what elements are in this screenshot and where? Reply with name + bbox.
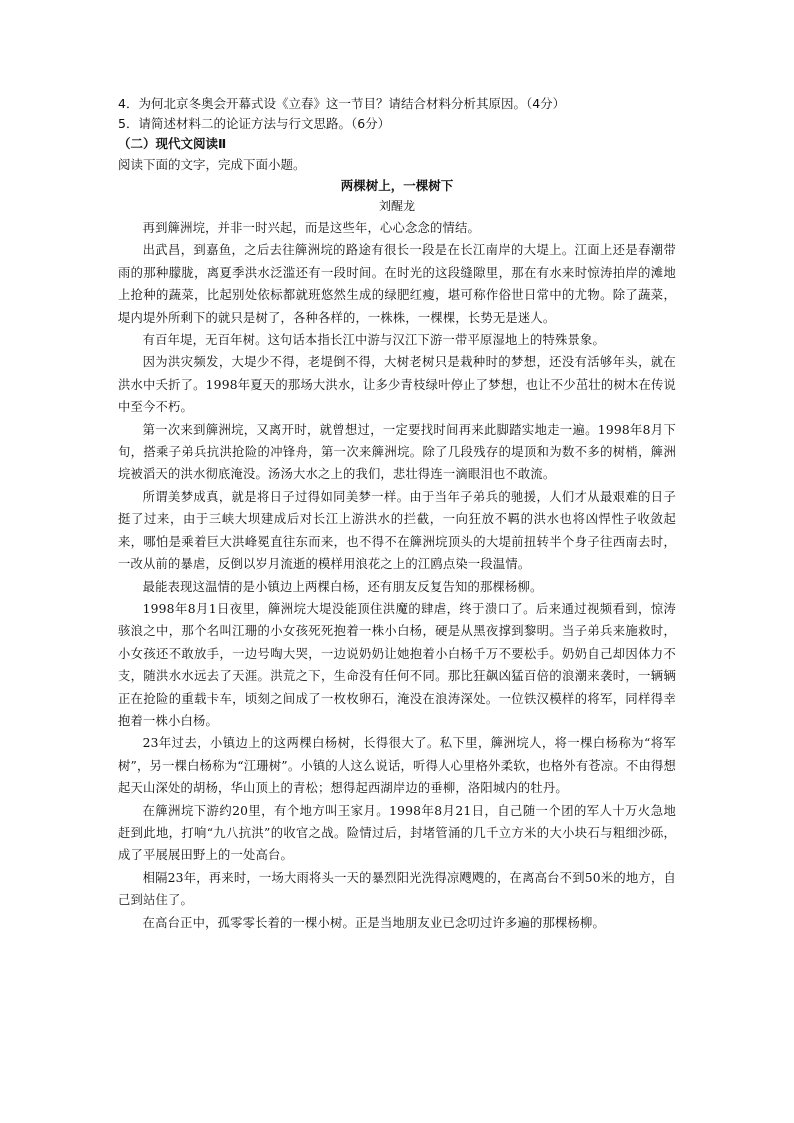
article-paragraph: 有百年堤，无百年树。这句话本指长江中游与汉江下游一带平原湿地上的特殊景象。 [142, 333, 605, 348]
article-title: 两棵树上，一棵树下 [340, 178, 454, 193]
article-paragraph: 出武昌，到嘉鱼，之后去往簰洲垸的路途有很长一段是在长江南岸的大堤上。江面上还是春潮带雨的那种朦胧，离夏季洪水泛滥还有一段时间。在时光的这段缝隙里，那在有水来时惊涛拍岸的滩地上抢种的蔬菜，比起别处依标都就班悠然生成的绿肥红瘦，堪可称作俗世日常中的尤物。除了蔬菜，堤内堤外所剩下的就只是树了，各种各样的，一株株，一棵棵，长势无是迷人。 [118, 243, 676, 325]
section-instruction: 阅读下面的文字，完成下面小题。 [118, 157, 306, 172]
article-paragraph: 所谓美梦成真，就是将日子过得如同美梦一样。由于当年子弟兵的驰援，人们才从最艰难的日子挺了过来，由于三峡大坝建成后对长江上游洪水的拦截，一向狂放不羁的洪水也将凶悍性子收敛起来，哪怕是乘着巨大洪峰冕直往东而来，也不得不在簰洲垸顶头的大堤前扭转半个身子往西南去时，一改从前的暴虐，反倒以岁月流逝的模样用浪花之上的江鸥点染一段温情。 [118, 489, 676, 572]
document-content [118, 94, 676, 934]
article-paragraph: 再到簰洲垸，并非一时兴起，而是这些年，心心念念的情结。 [142, 221, 481, 235]
article-paragraph: 相隔23年，再来时，一场大雨将头一天的暴烈阳光洗得凉飕飕的，在离高台不到50米的地方，自己到站住了。 [118, 870, 676, 908]
article-author: 刘醒龙 [378, 199, 415, 213]
question-5: 5．请简述材料二的论证方法与行文思路。（6分） [118, 116, 391, 131]
article-paragraph: 第一次来到簰洲垸，又离开时，就曾想过，一定要找时间再来此脚踏实地走一遍。1998年8月下旬，搭乘子弟兵抗洪抢险的冲锋舟，第一次来簰洲垸。除了几段残存的堤顶和为数不多的树梢，簰洲垸被滔天的洪水彻底淹没。汤汤大水之上的我们，悲壮得连一滴眼泪也不敢流。 [118, 422, 676, 482]
article-paragraph: 最能表现这温情的是小镇边上两棵白杨，还有朋友反复告知的那棵杨柳。 [142, 579, 543, 594]
article-body [118, 217, 676, 934]
article-paragraph: 因为洪灾频发，大堤少不得，老堤倒不得，大树老树只是栽种时的梦想，还没有活够年头，就在洪水中夭折了。1998年夏天的那场大洪水，让多少青枝绿叶停止了梦想，也让不少茁壮的树木在传说中至今不朽。 [118, 355, 676, 415]
article-paragraph: 在高台正中，孤零零长着的一棵小树。正是当地朋友业已念叨过许多遍的那棵杨柳。 [142, 915, 605, 930]
section-heading: （二）现代文阅读Ⅱ [118, 136, 227, 151]
question-4: 4．为何北京冬奥会开幕式设《立春》这一节目？请结合材料分析其原因。（4分） [118, 96, 566, 111]
article-paragraph: 23年过去，小镇边上的这两棵白杨树，长得很大了。私下里，簰洲垸人，将一棵白杨称为“将军树”，另一棵白杨称为“江珊树”。小镇的人这么说话，听得人心里格外柔软，也格外有苍凉。不由得想起天山深处的胡杨，华山顶上的青松；想得起西湖岸边的垂柳，洛阳城内的牡丹。 [118, 736, 676, 796]
article-paragraph: 1998年8月1日夜里，簰洲垸大堤没能顶住洪魔的肆虐，终于溃口了。后来通过视频看到，惊涛骇浪之中，那个名叫江珊的小女孩死死抱着一株小白杨，硬是从黑夜撑到黎明。当子弟兵来施救时，小女孩还不敢放手，一边号啕大哭，一边说奶奶让她抱着小白杨千万不要松手。奶奶自己却因体力不支，随洪水水远去了天涯。洪荒之下，生命没有任何不同。那比狂飙凶猛百倍的浪潮来袭时，一辆辆正在抢险的重载卡车，顷刻之间成了一枚枚卵石，淹没在浪涛深处。一位铁汉模样的将军，同样得幸抱着一株小白杨。 [118, 601, 676, 728]
article-paragraph: 在簰洲垸下游约20里，有个地方叫王家月。1998年8月21日，自己随一个团的军人十万火急地赶到此地，打响“九八抗洪”的收官之战。险情过后，封堵管涌的几千立方米的大小块石与粗细沙砾，成了平展展田野上的一处高台。 [118, 803, 676, 863]
